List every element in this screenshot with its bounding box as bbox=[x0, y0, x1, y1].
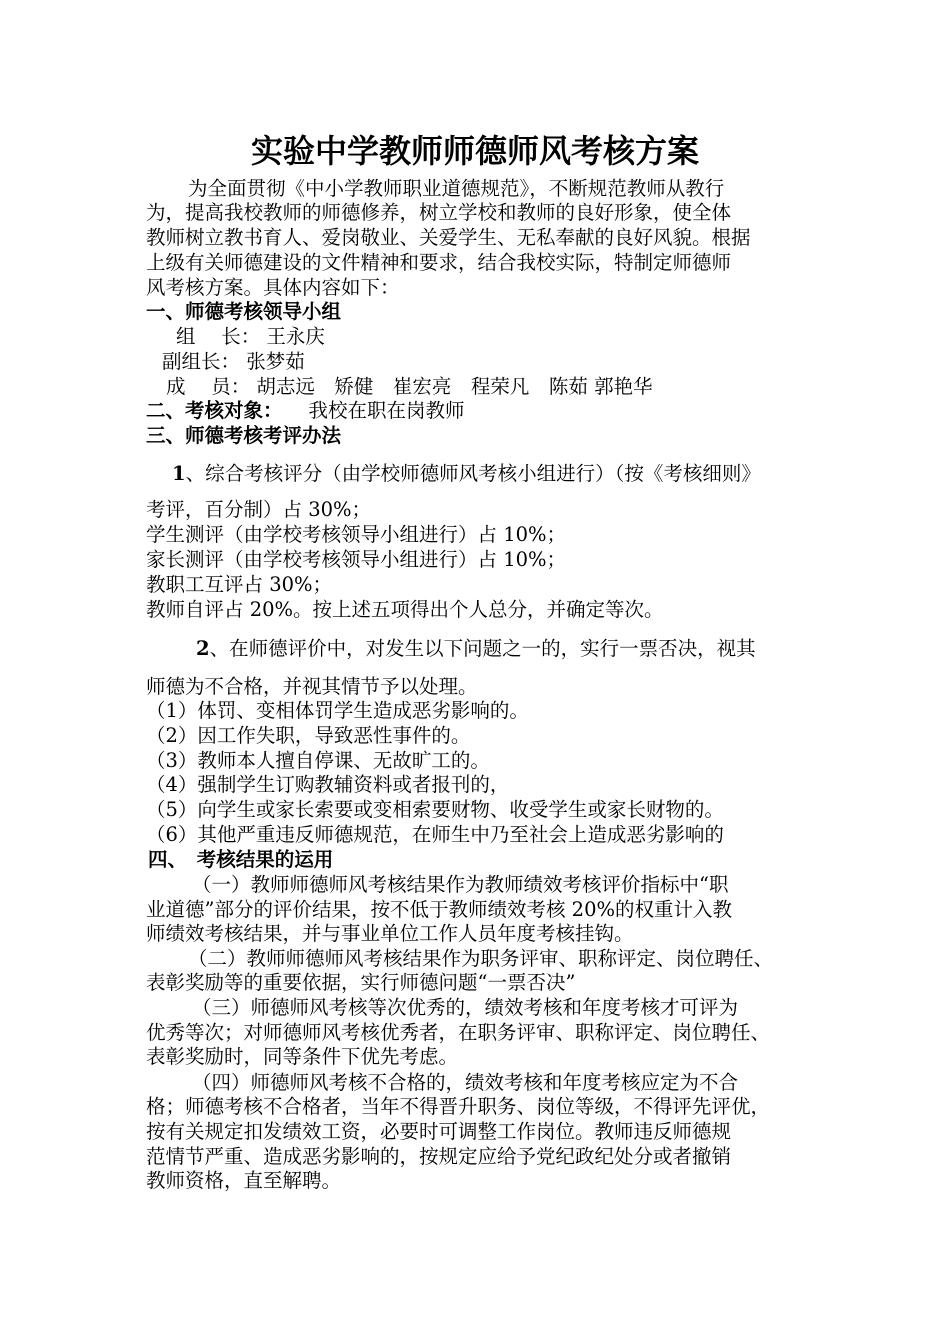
item2-line: （6）其他严重违反师德规范，在师生中乃至社会上造成恶劣影响的 bbox=[146, 823, 724, 846]
item1-line: 学生测评（由学校考核领导小组进行）占 10%； bbox=[146, 523, 567, 546]
section2-heading: 二、考核对象： bbox=[146, 399, 283, 422]
section4-line: 表彰奖励时，同等条件下优先考虑。 bbox=[146, 1045, 459, 1068]
item2-line: 师德为不合格，并视其情节予以处理。 bbox=[146, 675, 478, 698]
section2-line bbox=[146, 399, 465, 423]
item2-line: （1）体罚、变相体罚学生造成恶劣影响的。 bbox=[146, 699, 529, 722]
item2-line: （5）向学生或家长索要或变相索要财物、收受学生或家长财物的。 bbox=[146, 798, 724, 821]
intro-line: 上级有关师德建设的文件精神和要求，结合我校实际，特制定师德师 bbox=[146, 251, 732, 274]
item2-line: （2）因工作失职，导致恶性事件的。 bbox=[146, 724, 471, 747]
intro-line: 教师树立教书育人、爱岗敬业、关爱学生、无私奉献的良好风貌。根据 bbox=[146, 226, 751, 249]
section4-line: （三）师德师风考核等次优秀的，绩效考核和年度考核才可评为 bbox=[192, 996, 739, 1019]
section2-text: 我校在职在岗教师 bbox=[308, 399, 465, 422]
leader-line: 组 长： 王永庆 bbox=[176, 325, 325, 348]
section1-heading: 一、师德考核领导小组 bbox=[146, 300, 342, 323]
item1-line: 教职工互评占 30%； bbox=[146, 573, 333, 596]
item2-number: 2 bbox=[196, 637, 210, 660]
section4-line: 表彰奖励等的重要依据，实行师德问题“一票否决” bbox=[146, 971, 576, 994]
item1-line: 家长测评（由学校考核领导小组进行）占 10%； bbox=[146, 548, 567, 571]
section4-line: 格；师德考核不合格者，当年不得晋升职务、岗位等级，不得评先评优， bbox=[146, 1095, 771, 1118]
deputy-line: 副组长： 张梦茹 bbox=[162, 350, 305, 373]
intro-line: 为，提高我校教师的师德修养，树立学校和教师的良好形象，使全体 bbox=[146, 201, 732, 224]
item1-number: 1 bbox=[172, 462, 186, 485]
section4-line: 优秀等次；对师德师风考核优秀者，在职务评审、职称评定、岗位聘任、 bbox=[146, 1021, 771, 1044]
item1-line bbox=[172, 462, 761, 486]
section4-line: 业道德”部分的评价结果，按不低于教师绩效考核 20%的权重计入教 bbox=[146, 898, 733, 921]
members-line: 成 员： 胡志远 矫健 崔宏亮 程荣凡 陈茹 郭艳华 bbox=[166, 375, 653, 398]
item1-text: 、综合考核评分（由学校师德师风考核小组进行）（按《考核细则》 bbox=[185, 462, 761, 485]
section4-line: （一）教师师德师风考核结果作为教师绩效考核评价指标中“职 bbox=[192, 873, 729, 896]
section4-heading: 四、 考核结果的运用 bbox=[148, 848, 334, 871]
section4-line: 师绩效考核结果，并与事业单位工作人员年度考核挂钩。 bbox=[146, 922, 634, 945]
section4-line: 按有关规定扣发绩效工资，必要时可调整工作岗位。教师违反师德规 bbox=[146, 1120, 732, 1143]
section4-line: （四）师德师风考核不合格的，绩效考核和年度考核应定为不合 bbox=[192, 1071, 739, 1094]
item2-line: （4）强制学生订购教辅资料或者报刊的， bbox=[146, 773, 510, 796]
document-title: 实验中学教师师德师风考核方案 bbox=[250, 132, 699, 170]
item1-line: 考评，百分制）占 30%； bbox=[146, 498, 372, 521]
section3-heading: 三、师德考核考评办法 bbox=[146, 424, 342, 447]
item2-line bbox=[196, 637, 756, 661]
intro-line: 风考核方案。具体内容如下： bbox=[146, 276, 400, 299]
section4-line: 范情节严重、造成恶劣影响的，按规定应给予党纪政纪处分或者撤销 bbox=[146, 1145, 732, 1168]
section4-line: 教师资格，直至解聘。 bbox=[146, 1169, 342, 1192]
item2-line: （3）教师本人擅自停课、无故旷工的。 bbox=[146, 749, 490, 772]
intro-line: 为全面贯彻《中小学教师职业道德规范》，不断规范教师从教行 bbox=[188, 177, 725, 200]
item1-line: 教师自评占 20%。按上述五项得出个人总分，并确定等次。 bbox=[146, 598, 664, 621]
item2-text: 、在师德评价中，对发生以下问题之一的，实行一票否决，视其 bbox=[209, 637, 756, 660]
section4-line: （二）教师师德师风考核结果作为职务评审、职称评定、岗位聘任、 bbox=[188, 947, 774, 970]
